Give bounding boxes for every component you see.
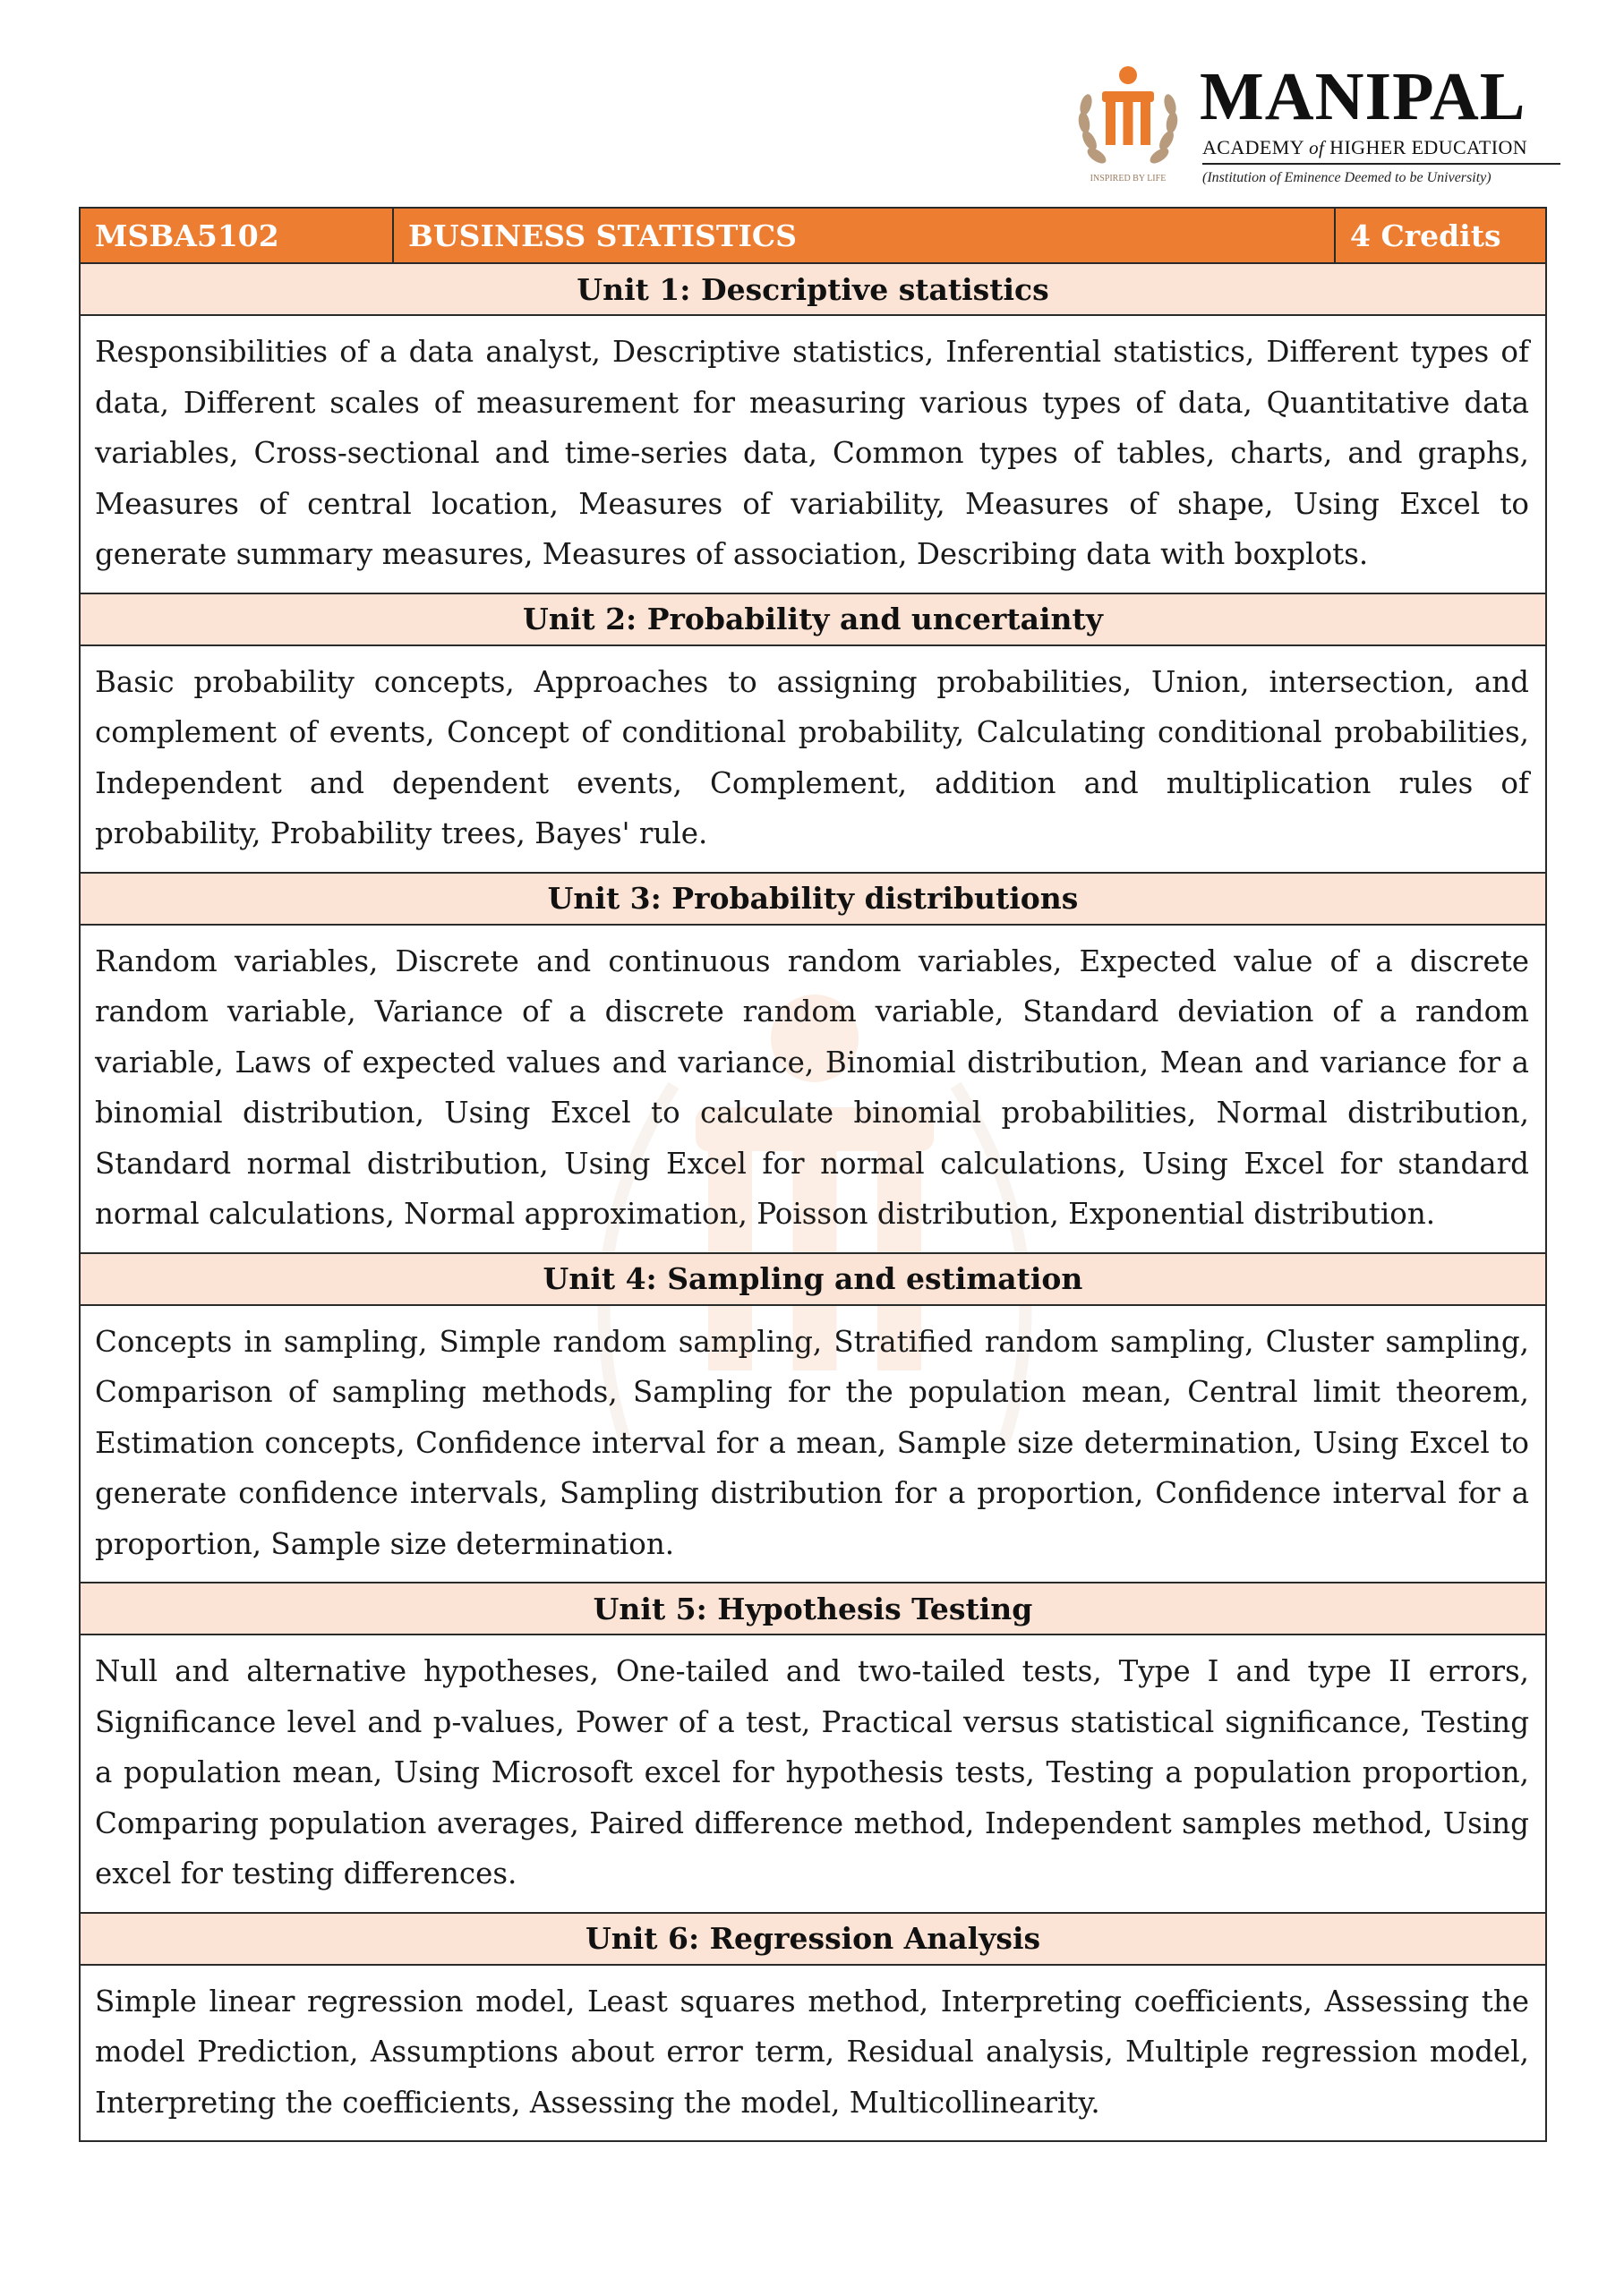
unit-4-header	[80, 1253, 1546, 1305]
manipal-logo	[1070, 55, 1571, 199]
course-code: MSBA5102	[80, 208, 393, 263]
unit-2-content: Basic probability concepts, Approaches to assigning probabilities, Union, intersection, and complement of events, Concept of conditional probability, Calculating conditional probabilities, Independent and dependent events, Complement, addition and multiplication rules of probability, Probability trees, Bayes' rule.	[80, 645, 1546, 873]
unit-1-body	[80, 315, 1546, 593]
course-title: BUSINESS STATISTICS	[393, 208, 1335, 263]
brand-subtitle	[1202, 136, 1527, 159]
unit-1-title: Unit 1: Descriptive statistics	[80, 263, 1546, 315]
logo-motto: INSPIRED BY LIFE	[1090, 174, 1167, 184]
unit-4-title: Unit 4: Sampling and estimation	[80, 1253, 1546, 1305]
unit-6-header	[80, 1913, 1546, 1965]
unit-4-content: Concepts in sampling, Simple random sampling, Stratified random sampling, Cluster sampling, Comparison of sampling methods, Sampling for the population mean, Central limit theorem, Estimation concepts, Confidence interval for a mean, Sample size determination, Using Excel to generate confidence intervals, Sampling distribution for a proportion, Confidence interval for a proportion, Sample size determination.	[80, 1305, 1546, 1583]
unit-5-content: Null and alternative hypotheses, One-tailed and two-tailed tests, Type I and type II errors, Significance level and p-values, Power of a test, Practical versus statistical significance, Testing a population mean, Using Microsoft excel for hypothesis tests, Testing a population proportion, Comparing population averages, Paired difference method, Independent samples method, Using excel for testing differences.	[80, 1635, 1546, 1913]
unit-6-title: Unit 6: Regression Analysis	[80, 1913, 1546, 1965]
unit-4-body	[80, 1305, 1546, 1583]
course-credits: 4 Credits	[1335, 208, 1546, 263]
brand-tagline: (Institution of Eminence Deemed to be University)	[1202, 170, 1492, 185]
unit-3-body	[80, 925, 1546, 1253]
unit-3-content: Random variables, Discrete and continuous random variables, Expected value of a discrete random variable, Variance of a discrete random variable, Standard deviation of a random variable, Laws of expected values and variance, Binomial distribution, Mean and variance for a binomial distribution, Using Excel to calculate binomial probabilities, Normal distribution, Standard normal distribution, Using Excel for normal calculations, Using Excel for standard normal calculations, Normal approximation, Poisson distribution, Exponential distribution.	[80, 925, 1546, 1253]
unit-2-header	[80, 593, 1546, 645]
brand-subtitle-of: of	[1309, 137, 1325, 158]
brand-subtitle-academy: ACADEMY	[1202, 136, 1304, 158]
unit-5-body	[80, 1635, 1546, 1913]
unit-1-header	[80, 263, 1546, 315]
unit-6-content: Simple linear regression model, Least squares method, Interpreting coefficients, Assessing the model Prediction, Assumptions about error term, Residual analysis, Multiple regression model, Interpreting the coefficients, Assessing the model, Multicollinearity.	[80, 1965, 1546, 2142]
brand-subtitle-higher-education: HIGHER EDUCATION	[1329, 136, 1528, 158]
unit-3-title: Unit 3: Probability distributions	[80, 873, 1546, 925]
unit-5-title: Unit 5: Hypothesis Testing	[80, 1583, 1546, 1635]
course-header-row	[80, 208, 1546, 263]
syllabus-table	[79, 207, 1547, 2142]
unit-2-title: Unit 2: Probability and uncertainty	[80, 593, 1546, 645]
brand-name: MANIPAL	[1200, 59, 1526, 134]
unit-1-content: Responsibilities of a data analyst, Descriptive statistics, Inferential statistics, Different types of data, Different scales of measurement for measuring various types of data, Quantitative data variables, Cross-sectional and time-series data, Common types of tables, charts, and graphs, Measures of central location, Measures of variability, Measures of shape, Using Excel to generate summary measures, Measures of association, Describing data with boxplots.	[80, 315, 1546, 593]
unit-3-header	[80, 873, 1546, 925]
brand-divider	[1202, 163, 1560, 165]
unit-6-body	[80, 1965, 1546, 2142]
manipal-emblem-icon	[1070, 55, 1186, 190]
unit-5-header	[80, 1583, 1546, 1635]
unit-2-body	[80, 645, 1546, 873]
